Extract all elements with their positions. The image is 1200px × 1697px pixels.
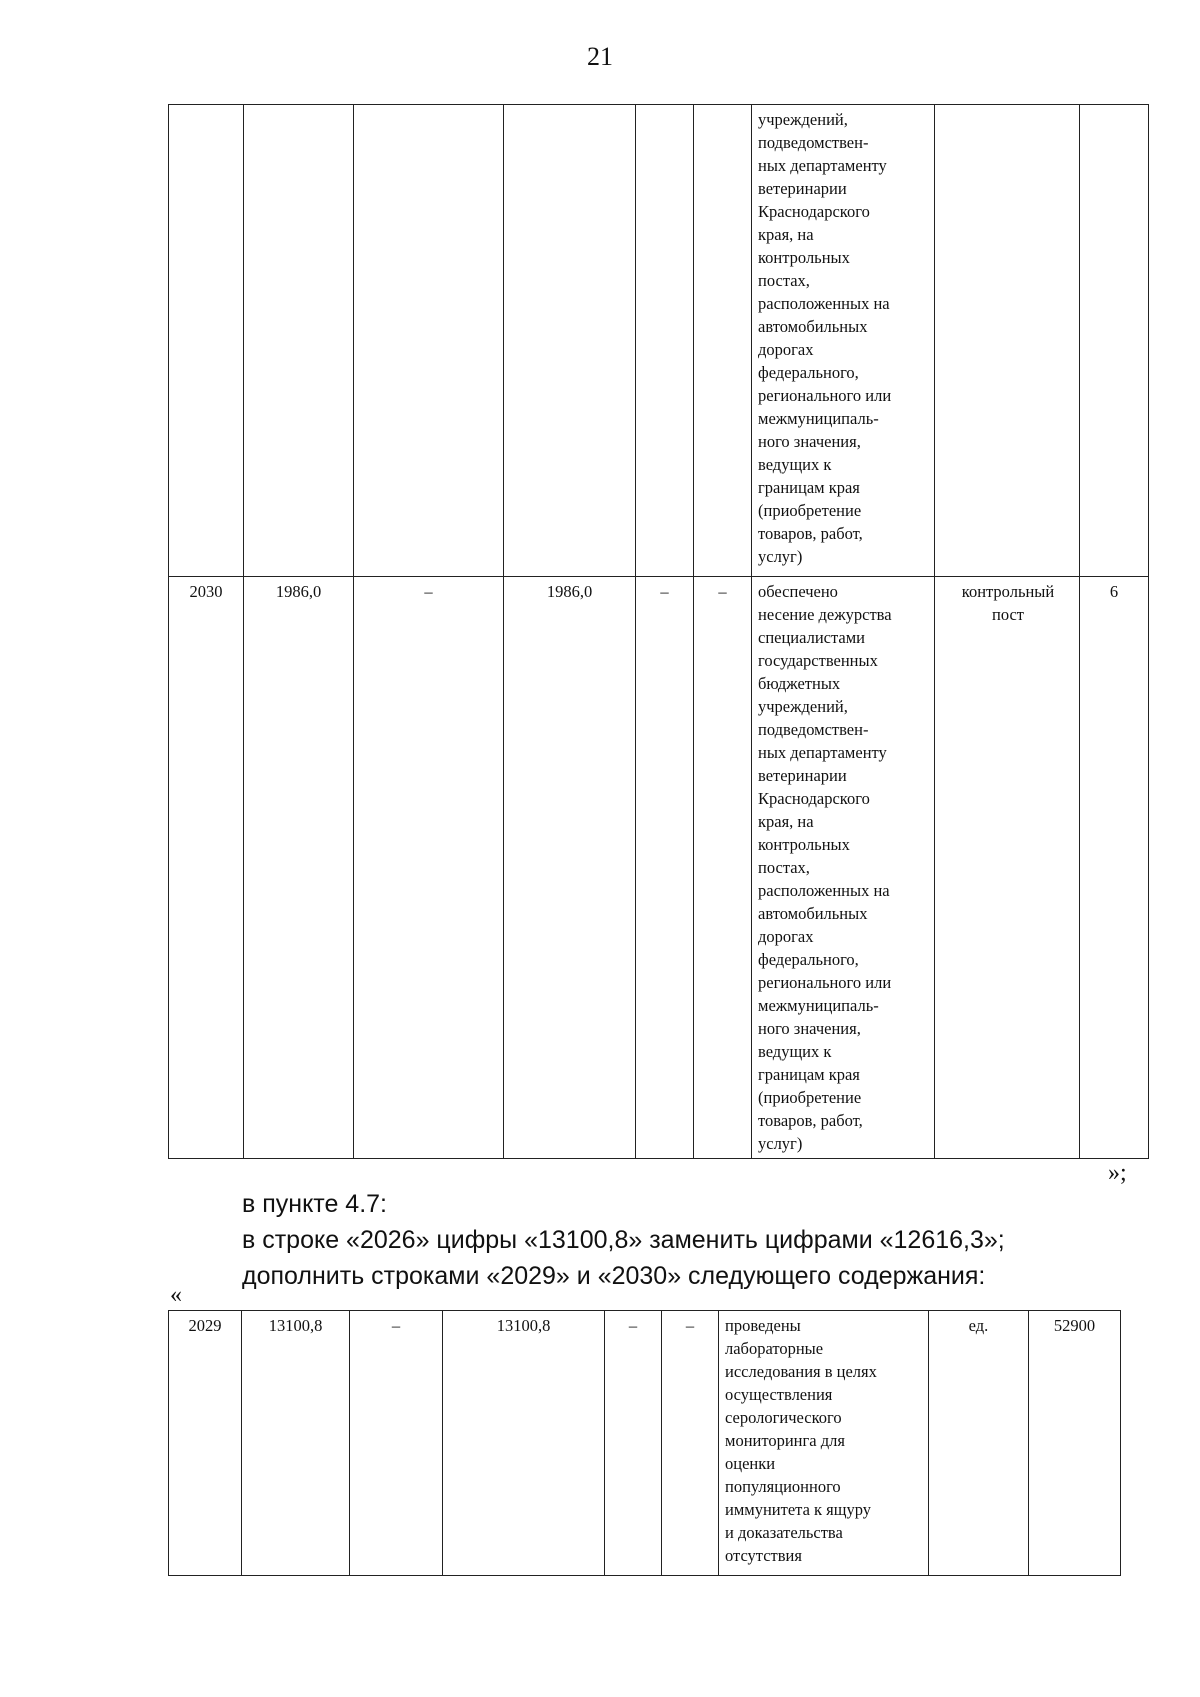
activities-table-top	[168, 104, 1149, 1159]
total-cell: 1986,0	[244, 577, 354, 1159]
amendment-instructions	[242, 1186, 1005, 1294]
local-cell	[636, 105, 694, 577]
table-row-2029	[169, 1311, 1121, 1576]
table-row-2030	[169, 577, 1149, 1159]
unit-cell: ед.	[929, 1311, 1029, 1576]
extra-cell	[694, 105, 752, 577]
instruction-line-2: в строке «2026» цифры «13100,8» заменить цифрами «12616,3»;	[242, 1226, 1005, 1254]
description-cell: проведены лабораторные исследования в целях осуществления серологического мониторинга для оценки популяционного иммунитета к ящуру и доказательства отсутствия	[719, 1311, 929, 1576]
description-cell: обеспечено несение дежурства специалистами государственных бюджетных учреждений, подведомствен- ных департаменту ветеринарии Краснодарского края, на контрольных постах, расположенных на автомобильных дорогах федерального, регионального или межмуниципаль- ного значения, ведущих к границам края (приобретение товаров, работ, услуг)	[752, 577, 935, 1159]
closing-quote: »;	[1108, 1160, 1127, 1186]
regional-cell: 13100,8	[443, 1311, 605, 1576]
total-cell	[244, 105, 354, 577]
year-cell: 2029	[169, 1311, 242, 1576]
table-row-continuation	[169, 105, 1149, 577]
activities-table-bottom	[168, 1310, 1121, 1576]
extra-cell: –	[662, 1311, 719, 1576]
year-cell	[169, 105, 244, 577]
year-cell: 2030	[169, 577, 244, 1159]
regional-cell: 1986,0	[504, 577, 636, 1159]
instruction-line-1: в пункте 4.7:	[242, 1190, 388, 1218]
value-cell: 52900	[1029, 1311, 1121, 1576]
instruction-line-3: дополнить строками «2029» и «2030» следующего содержания:	[242, 1262, 986, 1290]
unit-cell: контрольный пост	[935, 577, 1080, 1159]
regional-cell	[504, 105, 636, 577]
total-cell: 13100,8	[242, 1311, 350, 1576]
extra-cell: –	[694, 577, 752, 1159]
federal-cell: –	[350, 1311, 443, 1576]
value-cell	[1080, 105, 1149, 577]
federal-cell	[354, 105, 504, 577]
value-cell: 6	[1080, 577, 1149, 1159]
page-number: 21	[587, 42, 613, 71]
local-cell: –	[605, 1311, 662, 1576]
local-cell: –	[636, 577, 694, 1159]
unit-cell	[935, 105, 1080, 577]
federal-cell: –	[354, 577, 504, 1159]
opening-quote: «	[170, 1282, 182, 1308]
description-cell: учреждений, подведомствен- ных департаменту ветеринарии Краснодарского края, на контрольных постах, расположенных на автомобильных дорогах федерального, регионального или межмуниципаль- ного значения, ведущих к границам края (приобретение товаров, работ, услуг)	[752, 105, 935, 577]
